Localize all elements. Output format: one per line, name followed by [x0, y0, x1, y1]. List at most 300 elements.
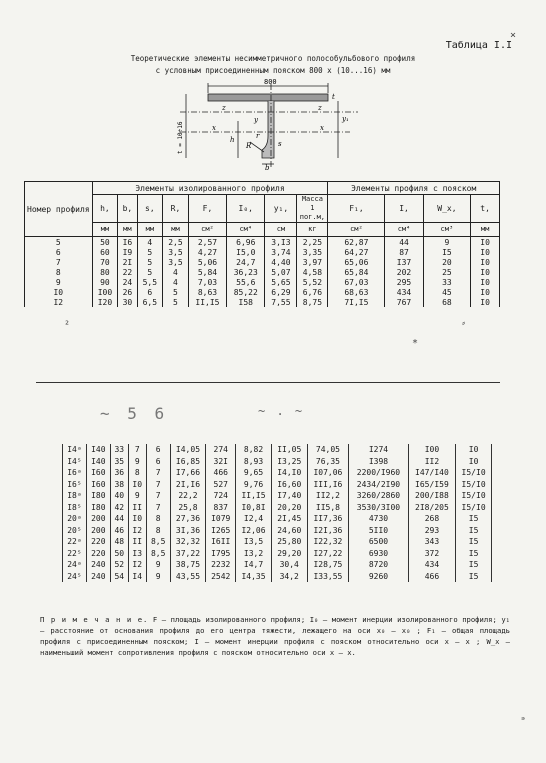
unit-R: мм — [163, 223, 189, 237]
table-bottom-cell: 25,8 — [170, 502, 206, 514]
table-bottom-cell: 268 — [408, 513, 456, 525]
table-bottom-row — [63, 490, 492, 502]
table-top-cell: 6,29 — [265, 287, 297, 297]
table-top-cell: 45 — [423, 287, 471, 297]
corner-mark-top: × — [509, 30, 516, 41]
table-bottom-cell: I3 — [128, 548, 146, 560]
table-bottom-cell: I60 — [86, 479, 110, 491]
unit-b: мм — [118, 223, 137, 237]
table-bottom-cell: I6⁵ — [63, 479, 87, 491]
table-top-cell: 5,52 — [297, 277, 328, 287]
profile-cross-section-figure — [150, 76, 390, 171]
table-bottom-cell: 9,76 — [236, 479, 272, 491]
table-bottom-cell: I0 — [128, 513, 146, 525]
table-bottom-cell: II — [128, 536, 146, 548]
table-bottom-cell: 240 — [86, 571, 110, 583]
table-bottom-row — [63, 536, 492, 548]
table-bottom-cell: 220 — [86, 548, 110, 560]
table-bottom-cell: 240 — [86, 559, 110, 571]
unit-I: см⁴ — [385, 223, 423, 237]
header-t: t, — [471, 195, 500, 223]
table-bottom-cell: I33,55 — [307, 571, 349, 583]
table-bottom-cell: 24,60 — [271, 525, 307, 537]
table-bottom-cell: I40 — [86, 456, 110, 468]
table-bottom-cell: I274 — [349, 444, 408, 456]
table-bottom-cell: 434 — [408, 559, 456, 571]
table-bottom-cell: 6500 — [349, 536, 408, 548]
table-top-cell: 9 — [25, 277, 93, 287]
table-top-cell: I0 — [471, 297, 500, 307]
unit-t: мм — [471, 223, 500, 237]
table-top-cell: 50 — [92, 237, 118, 248]
table-bottom-cell: 3530/3I00 — [349, 502, 408, 514]
table-bottom-cell: 2I8/205 — [408, 502, 456, 514]
figure-thickness-label: t = 10÷16 — [177, 121, 184, 154]
table-bottom-cell: 7 — [128, 444, 146, 456]
table-top-cell: 3,5 — [163, 247, 189, 257]
table-top-cell: 2I — [118, 257, 137, 267]
table-bottom-cell: 8 — [146, 513, 170, 525]
header-R: R, — [163, 195, 189, 223]
table-bottom-cell: I265 — [206, 525, 236, 537]
table-bottom-cell: II2,2 — [307, 490, 349, 502]
table-top-cell: 4 — [137, 237, 163, 248]
table-bottom-cell: I2I,36 — [307, 525, 349, 537]
table-bottom-cell: I47/I40 — [408, 467, 456, 479]
table-top-cell: 67,03 — [328, 277, 385, 287]
table-bottom-cell: 7 — [146, 479, 170, 491]
table-bottom-cell: 343 — [408, 536, 456, 548]
table-top-cell: 5,65 — [265, 277, 297, 287]
table-top-cell: 68,63 — [328, 287, 385, 297]
table-bottom-cell: I4⁵ — [63, 456, 87, 468]
table-bottom-cell: I0 — [456, 444, 492, 456]
table-bottom-cell: I398 — [349, 456, 408, 468]
table-top-cell: 70 — [92, 257, 118, 267]
table-bottom-cell: 46 — [110, 525, 128, 537]
table-bottom-cell: I4,I0 — [271, 467, 307, 479]
table-bottom-cell: I4,7 — [236, 559, 272, 571]
table-top-cell: 6,96 — [227, 237, 265, 248]
unit-Wx: см³ — [423, 223, 471, 237]
table-bottom-cell: 38 — [110, 479, 128, 491]
table-bottom-cell: I60 — [86, 467, 110, 479]
mark-right-margin-2: ⸗ — [462, 318, 466, 329]
title-line-1: Теоретические элементы несимметричного полособульбового профиля — [130, 54, 416, 63]
table-bottom-cell: 37,22 — [170, 548, 206, 560]
table-top-cell: 3,97 — [297, 257, 328, 267]
table-top-cell: 8,63 — [188, 287, 226, 297]
table-bottom-cell: 724 — [206, 490, 236, 502]
table-top-cell: I2 — [25, 297, 93, 307]
faded-fragment: ~ 5 6 — [100, 404, 169, 423]
table-bottom-cell: 35 — [110, 456, 128, 468]
table-bottom-cell: 25,80 — [271, 536, 307, 548]
table-top-cell: 5 — [137, 247, 163, 257]
table-bottom-cell: I5 — [456, 513, 492, 525]
table-top-cell: 62,87 — [328, 237, 385, 248]
header-Wx: W_x, — [423, 195, 471, 223]
table-bottom-cell: 36 — [110, 467, 128, 479]
table-top-cell: 5 — [137, 257, 163, 267]
table-bottom-cell: 32I — [206, 456, 236, 468]
table-top-row — [25, 257, 500, 267]
table-bottom-cell: 52 — [110, 559, 128, 571]
header-profile-number: Номер профиля — [25, 182, 93, 237]
table-bottom-cell: II5,8 — [307, 502, 349, 514]
table-top-cell: 4,58 — [297, 267, 328, 277]
table-bottom-cell: 27,36 — [170, 513, 206, 525]
table-bottom-cell: I5/I0 — [456, 479, 492, 491]
table-bottom-cell: 372 — [408, 548, 456, 560]
table-top-cell: 5,07 — [265, 267, 297, 277]
table-bottom-row — [63, 525, 492, 537]
table-bottom-cell: 44 — [110, 513, 128, 525]
figure-label-s: s — [278, 140, 282, 148]
unit-y1: см — [265, 223, 297, 237]
table-bottom-cell: 527 — [206, 479, 236, 491]
table-top-cell: 36,23 — [227, 267, 265, 277]
table-bottom-cell: II7,36 — [307, 513, 349, 525]
figure-label-R: R — [246, 142, 252, 150]
table-bottom-cell: 38,75 — [170, 559, 206, 571]
table-bottom-cell: I2 — [128, 525, 146, 537]
table-bottom-row — [63, 444, 492, 456]
profile-elements-table-top — [24, 181, 500, 307]
faded-fragment-2: ~ . ~ — [258, 404, 305, 418]
table-bottom-cell: 9 — [128, 490, 146, 502]
table-bottom-cell: 2542 — [206, 571, 236, 583]
table-top-cell: 4,27 — [188, 247, 226, 257]
table-top-body — [25, 237, 500, 308]
table-bottom-cell: I8⁵ — [63, 502, 87, 514]
group-header-profile-with-flange: Элементы профиля с пояском — [328, 182, 500, 195]
figure-label-y: y — [254, 116, 258, 124]
table-top-cell: 3,I3 — [265, 237, 297, 248]
header-F: F, — [188, 195, 226, 223]
table-top-cell: 7,03 — [188, 277, 226, 287]
table-bottom-cell: I2,4 — [236, 513, 272, 525]
figure-label-r: r — [256, 132, 260, 140]
table-bottom-cell: 8,93 — [236, 456, 272, 468]
table-bottom-cell: I8ᵃ — [63, 490, 87, 502]
table-top-cell: I20 — [92, 297, 118, 307]
table-bottom-cell: 2I,I6 — [170, 479, 206, 491]
table-bottom-cell: 3260/2860 — [349, 490, 408, 502]
table-bottom-cell: 42 — [110, 502, 128, 514]
table-bottom-cell: 200 — [86, 513, 110, 525]
corner-mark-bottom: ₔ — [519, 712, 526, 723]
table-bottom-cell: II,05 — [271, 444, 307, 456]
figure-label-z1: z — [222, 104, 226, 112]
table-bottom-row — [63, 559, 492, 571]
table-bottom-cell: 9 — [146, 571, 170, 583]
unit-F: см² — [188, 223, 226, 237]
section-divider — [36, 382, 500, 383]
table-bottom-cell: I4,05 — [170, 444, 206, 456]
table-bottom-cell: 8720 — [349, 559, 408, 571]
table-bottom-cell: I3,5 — [236, 536, 272, 548]
table-bottom-cell: I5/I0 — [456, 467, 492, 479]
table-top-cell: I37 — [385, 257, 423, 267]
table-top-cell: 9 — [423, 237, 471, 248]
table-bottom-cell: 274 — [206, 444, 236, 456]
table-top-cell: 5 — [137, 267, 163, 277]
table-top-cell: I00 — [92, 287, 118, 297]
figure-label-z2: z — [318, 104, 322, 112]
table-bottom-cell: I2 — [128, 559, 146, 571]
table-top-cell: 7 — [25, 257, 93, 267]
table-top-row — [25, 247, 500, 257]
table-bottom-cell: 5II0 — [349, 525, 408, 537]
table-top-cell: 7I,I5 — [328, 297, 385, 307]
table-bottom-cell: I80 — [86, 502, 110, 514]
unit-mass: кг — [297, 223, 328, 237]
table-bottom-row — [63, 502, 492, 514]
table-top-cell: 55,6 — [227, 277, 265, 287]
table-top-cell: 295 — [385, 277, 423, 287]
table-top-cell: 24,7 — [227, 257, 265, 267]
table-top-cell: II,I5 — [188, 297, 226, 307]
table-top-cell: 30 — [118, 297, 137, 307]
table-bottom-cell: I0 — [128, 479, 146, 491]
table-bottom-cell: I795 — [206, 548, 236, 560]
table-bottom-cell: 74,05 — [307, 444, 349, 456]
table-top-cell: 434 — [385, 287, 423, 297]
table-bottom-cell: I6,60 — [271, 479, 307, 491]
table-bottom-cell: I65/I59 — [408, 479, 456, 491]
table-top-cell: 4 — [163, 277, 189, 287]
table-top-cell: I6 — [118, 237, 137, 248]
mark-under-table: ² — [64, 320, 71, 331]
table-bottom-cell: 2200/I960 — [349, 467, 408, 479]
table-bottom-cell: 6930 — [349, 548, 408, 560]
table-bottom-cell: I40 — [86, 444, 110, 456]
table-bottom-row — [63, 571, 492, 583]
table-bottom-cell: I7,66 — [170, 467, 206, 479]
table-top-cell: 5,5 — [137, 277, 163, 287]
table-bottom-cell: 8 — [146, 525, 170, 537]
table-bottom-cell: III,I6 — [307, 479, 349, 491]
figure-label-y1: y₁ — [342, 115, 349, 123]
table-top-cell: 767 — [385, 297, 423, 307]
table-bottom-cell: 200 — [86, 525, 110, 537]
unit-F1: см² — [328, 223, 385, 237]
table-top-cell: 2,5 — [163, 237, 189, 248]
table-top-cell: 2,57 — [188, 237, 226, 248]
table-bottom-cell: 466 — [206, 467, 236, 479]
table-top-cell: 33 — [423, 277, 471, 287]
table-top-cell: 6,76 — [297, 287, 328, 297]
table-top-cell: 6 — [137, 287, 163, 297]
table-top-cell: 26 — [118, 287, 137, 297]
title-line-2: с условным присоединенным пояском 800 x (10...16) мм — [155, 66, 391, 75]
table-bottom-cell: 8,5 — [146, 536, 170, 548]
unit-I0: см⁴ — [227, 223, 265, 237]
table-top-cell: 202 — [385, 267, 423, 277]
table-top-row — [25, 267, 500, 277]
table-bottom-cell: I5 — [456, 548, 492, 560]
table-top-cell: 24 — [118, 277, 137, 287]
table-bottom-cell: 7 — [146, 502, 170, 514]
table-number: Таблица I.I — [445, 40, 512, 51]
table-top-cell: I0 — [471, 287, 500, 297]
table-bottom-cell: 29,20 — [271, 548, 307, 560]
table-bottom-cell: 9260 — [349, 571, 408, 583]
table-top-cell: 68 — [423, 297, 471, 307]
table-top-cell: I5,0 — [227, 247, 265, 257]
table-top-cell: I0 — [471, 257, 500, 267]
table-top-cell: 5,84 — [188, 267, 226, 277]
table-bottom-cell: 7 — [146, 467, 170, 479]
table-bottom-cell: 2232 — [206, 559, 236, 571]
profile-elements-table-bottom — [62, 444, 492, 582]
table-top-cell: 44 — [385, 237, 423, 248]
table-bottom-cell: 30,4 — [271, 559, 307, 571]
table-top-cell: 5 — [25, 237, 93, 248]
figure-label-x2: x — [320, 124, 324, 132]
table-top-row — [25, 277, 500, 287]
table-bottom-cell: I4 — [128, 571, 146, 583]
table-top-cell: 64,27 — [328, 247, 385, 257]
table-bottom-cell: I6ᵃ — [63, 467, 87, 479]
table-bottom-cell: I3,2 — [236, 548, 272, 560]
table-top-cell: 3,5 — [163, 257, 189, 267]
mark-right-margin: * — [412, 338, 419, 349]
table-top-cell: I0 — [471, 277, 500, 287]
table-top-row — [25, 287, 500, 297]
table-top-cell: 90 — [92, 277, 118, 287]
table-top-cell: 8 — [25, 267, 93, 277]
table-bottom-cell: 6 — [146, 444, 170, 456]
table-top-cell: 3,74 — [265, 247, 297, 257]
table-bottom-cell: I3,25 — [271, 456, 307, 468]
table-bottom-cell: 7 — [146, 490, 170, 502]
table-bottom-row — [63, 467, 492, 479]
table-bottom-cell: I27,22 — [307, 548, 349, 560]
table-note — [40, 614, 510, 658]
table-bottom-cell: 22⁵ — [63, 548, 87, 560]
table-bottom-cell: 9,65 — [236, 467, 272, 479]
table-top-cell: 4,40 — [265, 257, 297, 267]
figure-label-x1: x — [212, 124, 216, 132]
table-top-cell: 80 — [92, 267, 118, 277]
table-top-cell: 3,35 — [297, 247, 328, 257]
table-top-cell: I0 — [471, 267, 500, 277]
table-bottom-cell: I0,8I — [236, 502, 272, 514]
table-top-cell: 65,84 — [328, 267, 385, 277]
table-bottom-cell: I5 — [456, 571, 492, 583]
table-bottom-cell: 9 — [146, 559, 170, 571]
table-top-cell: 22 — [118, 267, 137, 277]
table-bottom-cell: I22,32 — [307, 536, 349, 548]
table-bottom-cell: I5 — [456, 525, 492, 537]
table-top-cell: 6,5 — [137, 297, 163, 307]
table-bottom-cell: 4730 — [349, 513, 408, 525]
table-top-cell: 65,06 — [328, 257, 385, 267]
table-bottom-cell: 20ᵃ — [63, 513, 87, 525]
table-top-cell: I0 — [471, 247, 500, 257]
table-top-row — [25, 297, 500, 307]
table-bottom-cell: 54 — [110, 571, 128, 583]
table-top-row — [25, 237, 500, 248]
table-bottom-cell: 8,5 — [146, 548, 170, 560]
table-bottom-cell: II2 — [408, 456, 456, 468]
figure-width-label: 800 — [264, 78, 277, 86]
table-bottom-cell: I5 — [456, 559, 492, 571]
table-bottom-cell: 33 — [110, 444, 128, 456]
table-top-cell: I58 — [227, 297, 265, 307]
table-bottom-cell: I5/I0 — [456, 502, 492, 514]
header-I: I, — [385, 195, 423, 223]
table-top-cell: 5,06 — [188, 257, 226, 267]
header-s: s, — [137, 195, 163, 223]
table-bottom-cell: I4ᵃ — [63, 444, 87, 456]
table-top-cell: 8,75 — [297, 297, 328, 307]
table-top-cell: 4 — [163, 267, 189, 277]
table-bottom-cell: 20⁵ — [63, 525, 87, 537]
table-bottom-cell: 40 — [110, 490, 128, 502]
unit-h: мм — [92, 223, 118, 237]
header-I0: I₀, — [227, 195, 265, 223]
header-y1: y₁, — [265, 195, 297, 223]
unit-s: мм — [137, 223, 163, 237]
table-bottom-cell: I6,85 — [170, 456, 206, 468]
table-bottom-cell: 50 — [110, 548, 128, 560]
table-bottom-cell: I80 — [86, 490, 110, 502]
note-text: F – площадь изолированного профиля; I₀ – момент инерции изолированного профиля; y₁ – расстояние от основания профиля до его центра тяжести, лежащего на оси x₀ – x₀ ; F₁ – общая площадь профиля с присоединенным пояском; I – момент инерции профиля с пояском относительно оси x – x ; W_x – наименьший момент сопротивления профиля с пояском относительно оси x – x. — [40, 615, 510, 657]
table-bottom-cell: I2,06 — [236, 525, 272, 537]
table-top-cell: 2,25 — [297, 237, 328, 248]
table-bottom-row — [63, 479, 492, 491]
table-bottom-cell: 22ᵃ — [63, 536, 87, 548]
table-bottom-body — [63, 444, 492, 582]
table-bottom-cell: 8 — [128, 467, 146, 479]
table-top-cell: 85,22 — [227, 287, 265, 297]
table-bottom-cell: 3I,36 — [170, 525, 206, 537]
table-bottom-cell: I07,06 — [307, 467, 349, 479]
table-top-cell: 25 — [423, 267, 471, 277]
figure-label-t: t — [332, 93, 335, 101]
table-bottom-cell: 76,35 — [307, 456, 349, 468]
table-bottom-cell: I7,40 — [271, 490, 307, 502]
table-bottom-cell: 22,2 — [170, 490, 206, 502]
table-bottom-cell: 466 — [408, 571, 456, 583]
table-top-cell: 7,55 — [265, 297, 297, 307]
table-bottom-row — [63, 548, 492, 560]
table-top-cell: 60 — [92, 247, 118, 257]
table-top-cell: I0 — [471, 237, 500, 248]
note-prefix: П р и м е ч а н и е. — [40, 615, 149, 624]
table-bottom-row — [63, 513, 492, 525]
table-top-cell: 5 — [163, 297, 189, 307]
table-bottom-cell: I4,35 — [236, 571, 272, 583]
table-bottom-cell: 24ᵃ — [63, 559, 87, 571]
table-bottom-cell: I5/I0 — [456, 490, 492, 502]
table-bottom-cell: II — [128, 502, 146, 514]
table-top-cell: 5 — [163, 287, 189, 297]
header-mass: Масса 1 пог.м, — [297, 195, 328, 223]
table-bottom-cell: 837 — [206, 502, 236, 514]
table-bottom-cell: 48 — [110, 536, 128, 548]
header-b: b, — [118, 195, 137, 223]
table-bottom-cell: 24⁵ — [63, 571, 87, 583]
group-header-isolated-profile: Элементы изолированного профиля — [92, 182, 328, 195]
table-top-cell: 87 — [385, 247, 423, 257]
table-bottom-cell: 6 — [146, 456, 170, 468]
table-bottom-cell: 9 — [128, 456, 146, 468]
table-bottom-row — [63, 456, 492, 468]
